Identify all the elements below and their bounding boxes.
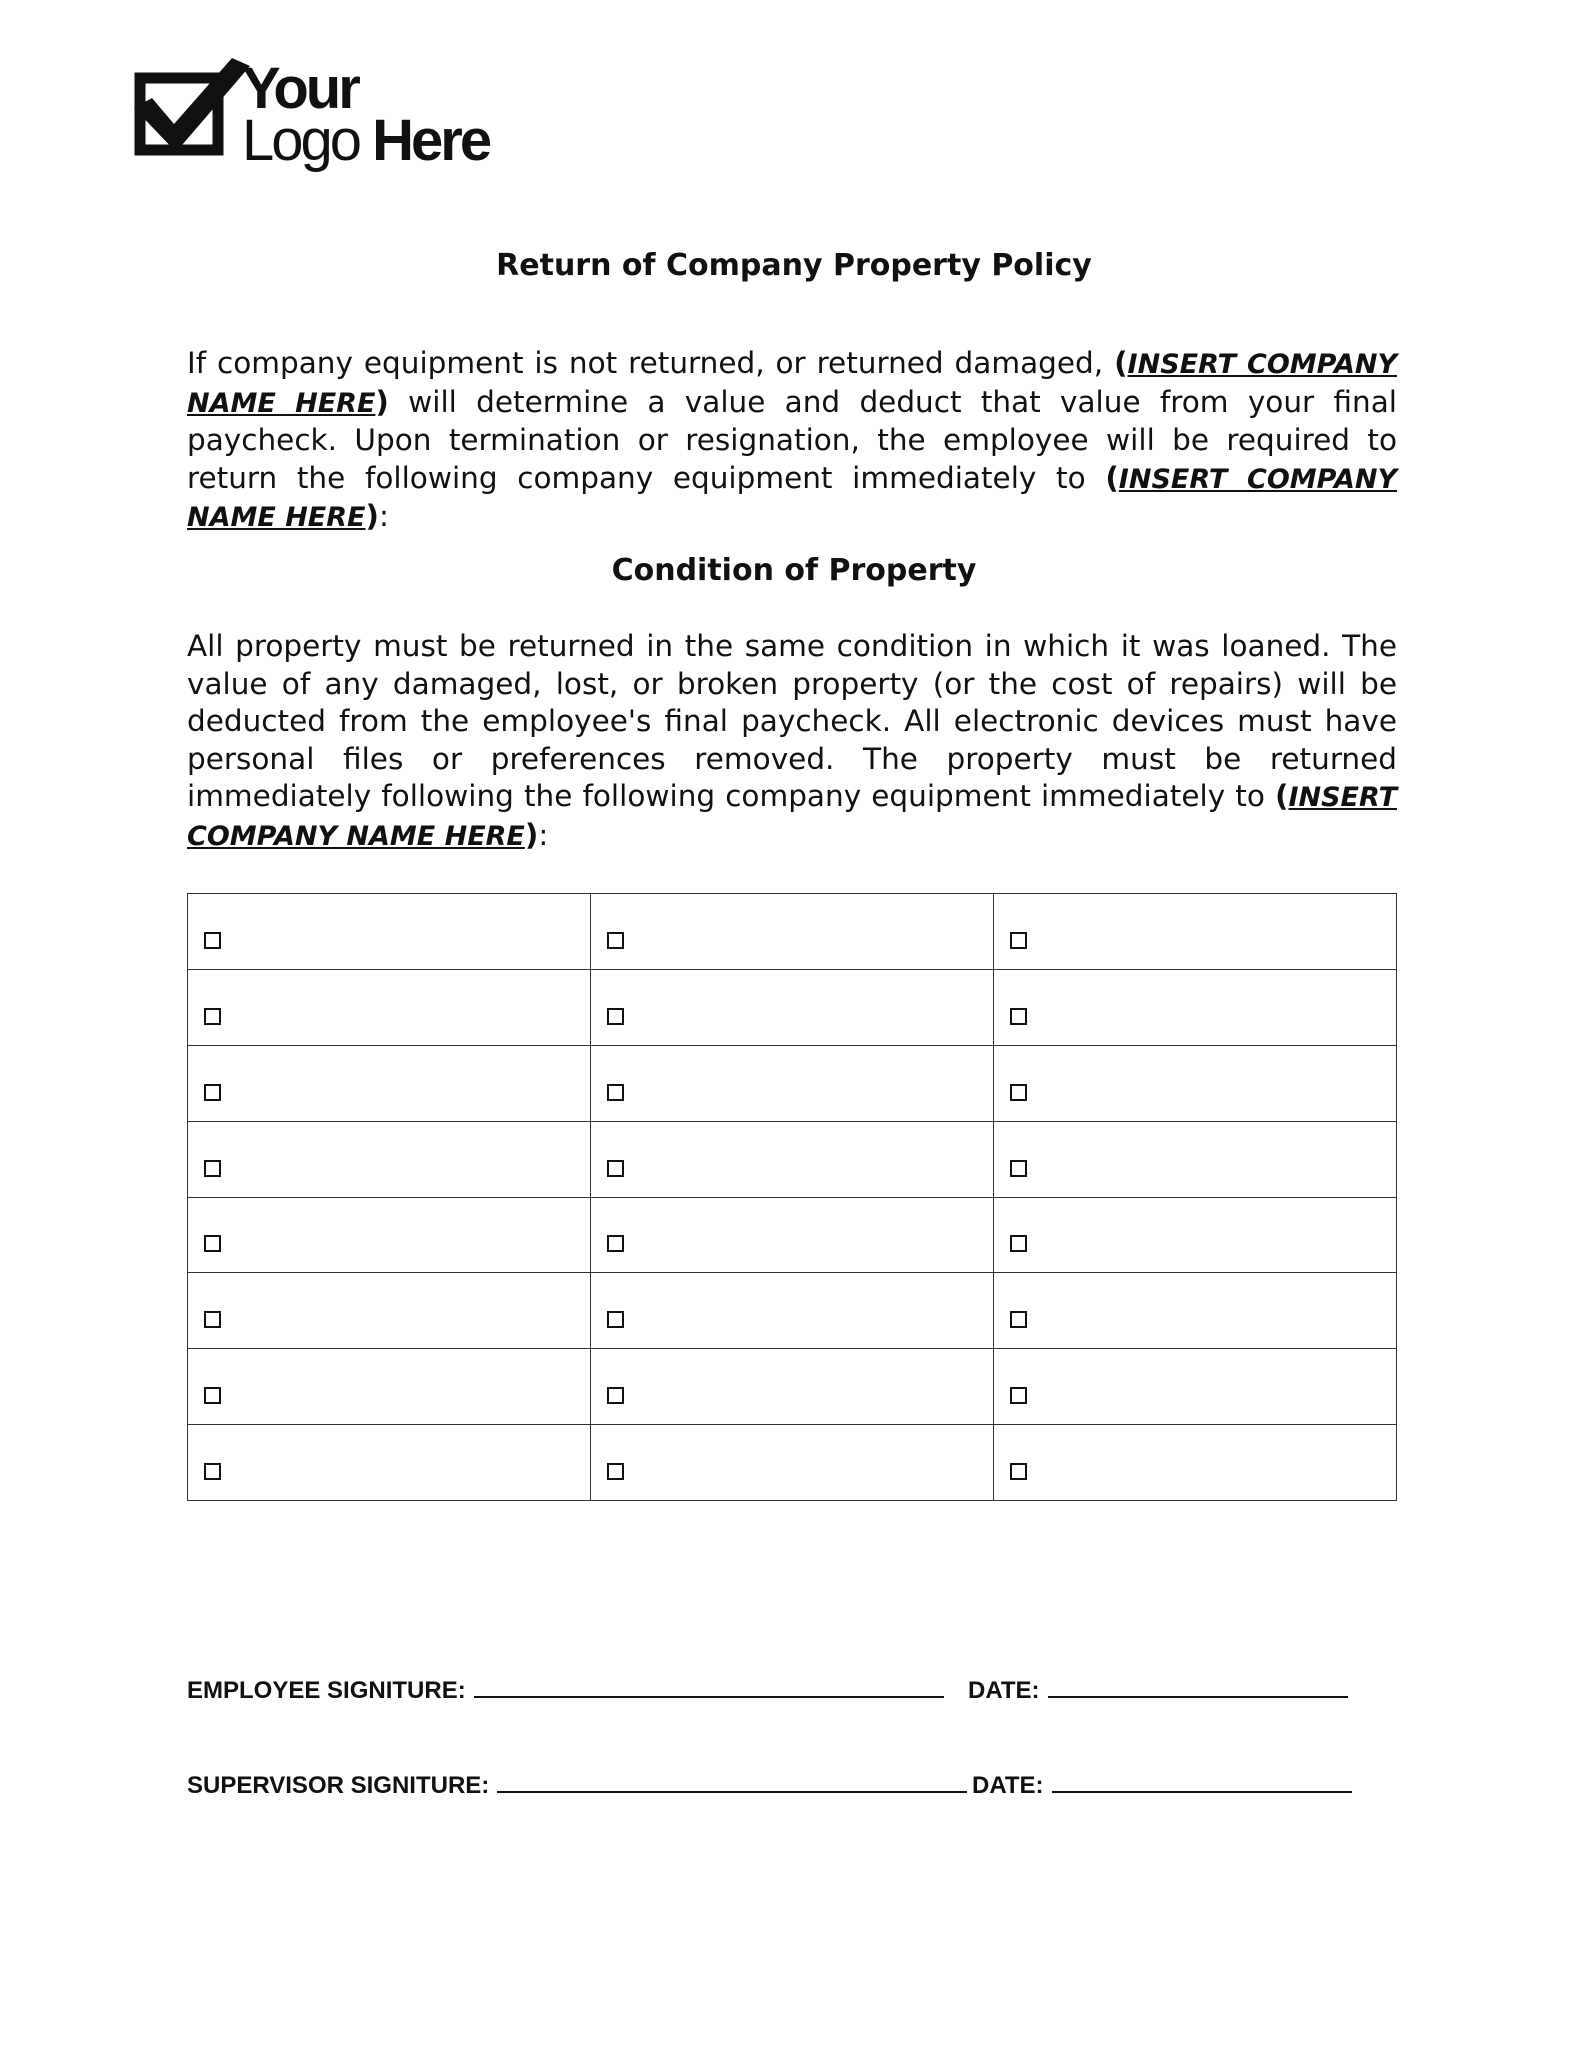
equipment-cell[interactable] [591,1121,994,1197]
logo-line-1: Your [242,56,358,121]
equipment-checklist-table [187,893,1397,1501]
checkbox-icon[interactable] [204,1463,221,1480]
checkbox-icon[interactable] [607,1387,624,1404]
checkbox-check-icon [132,56,252,166]
employee-date-label: DATE: [968,1677,1040,1704]
company-name-placeholder: INSERT COMPANY NAME HERE [187,463,1398,533]
paren-open: ( [1274,779,1289,813]
checkbox-icon[interactable] [1010,1008,1027,1025]
logo-word-here: Here [359,108,490,173]
employee-signature-label: EMPLOYEE SIGNITURE: [187,1677,466,1704]
equipment-cell[interactable] [591,1349,994,1425]
company-name-placeholder: INSERT COMPANY NAME HERE [187,782,1397,852]
checkbox-icon[interactable] [1010,1387,1027,1404]
table-row [188,1045,1397,1121]
table-row [188,1197,1397,1273]
supervisor-date-line[interactable] [1052,1771,1352,1793]
employee-signature-field [187,1676,944,1705]
condition-paragraph [187,628,1397,855]
condition-text-2: : [538,817,549,852]
condition-heading: Condition of Property [611,553,977,588]
table-row [188,1273,1397,1349]
checkbox-icon[interactable] [1010,1235,1027,1252]
policy-text-1: If company equipment is not returned, or returned damaged, [187,346,1115,380]
checkbox-icon[interactable] [1010,932,1027,949]
paren-open: ( [1105,460,1119,495]
table-row [188,1425,1397,1501]
equipment-cell[interactable] [188,1197,591,1273]
supervisor-date-label: DATE: [972,1772,1044,1799]
checkbox-icon[interactable] [204,1008,221,1025]
equipment-cell[interactable] [188,969,591,1045]
equipment-cell[interactable] [188,1121,591,1197]
checkbox-icon[interactable] [1010,1160,1027,1177]
equipment-cell[interactable] [188,1425,591,1501]
checkbox-icon[interactable] [607,1084,624,1101]
checkbox-icon[interactable] [607,1311,624,1328]
checkbox-icon[interactable] [204,1160,221,1177]
checkbox-icon[interactable] [204,932,221,949]
company-name-placeholder: INSERT COMPANY NAME HERE [187,349,1397,419]
equipment-cell[interactable] [994,969,1397,1045]
company-logo [132,56,512,186]
checkbox-icon[interactable] [1010,1463,1027,1480]
equipment-cell[interactable] [591,1045,994,1121]
equipment-checklist-body [188,894,1397,1501]
paren-close: ) [524,817,539,852]
equipment-cell[interactable] [591,1425,994,1501]
table-row [188,894,1397,970]
supervisor-signature-field [187,1771,967,1800]
supervisor-signature-label: SUPERVISOR SIGNITURE: [187,1772,490,1799]
checkbox-icon[interactable] [1010,1084,1027,1101]
checkbox-icon[interactable] [607,932,624,949]
equipment-cell[interactable] [591,969,994,1045]
equipment-cell[interactable] [591,1273,994,1349]
equipment-cell[interactable] [994,1045,1397,1121]
condition-text-1: All property must be returned in the same condition in which it was loaned. The value of any damaged, lost, or broken property (or the cost of repairs) will be deducted from the employee's final paycheck. All electronic devices must have personal files or preferences removed. The property must be returned immediately following the following company equipment immediately to [187,629,1397,813]
equipment-cell[interactable] [994,1425,1397,1501]
equipment-cell[interactable] [188,1045,591,1121]
equipment-cell[interactable] [591,1197,994,1273]
equipment-cell[interactable] [994,1273,1397,1349]
table-row [188,1121,1397,1197]
supervisor-signature-line[interactable] [497,1771,967,1793]
equipment-cell[interactable] [994,894,1397,970]
equipment-cell[interactable] [994,1197,1397,1273]
checkbox-icon[interactable] [204,1387,221,1404]
equipment-cell[interactable] [188,1273,591,1349]
policy-text-3: : [378,499,389,533]
logo-word-logo: Logo [242,108,360,173]
policy-text-2: will determine a value and deduct that value from your final paycheck. Upon termination or resignation, the employee will be required to return the following company equipment immediately to [187,384,1397,495]
checkbox-icon[interactable] [607,1008,624,1025]
supervisor-date-field [972,1771,1352,1800]
checkbox-icon[interactable] [607,1463,624,1480]
equipment-cell[interactable] [188,1349,591,1425]
paren-close: ) [365,499,379,533]
equipment-cell[interactable] [591,894,994,970]
paren-open: ( [1114,346,1128,380]
employee-date-field [968,1676,1348,1705]
equipment-cell[interactable] [994,1121,1397,1197]
checkbox-icon[interactable] [204,1084,221,1101]
checkbox-icon[interactable] [204,1311,221,1328]
equipment-cell[interactable] [188,894,591,970]
checkbox-icon[interactable] [204,1235,221,1252]
employee-signature-line[interactable] [474,1676,944,1698]
table-row [188,1349,1397,1425]
checkbox-icon[interactable] [1010,1311,1027,1328]
equipment-cell[interactable] [994,1349,1397,1425]
logo-line-2 [242,108,490,173]
table-row [188,969,1397,1045]
checkbox-icon[interactable] [607,1160,624,1177]
checkbox-icon[interactable] [607,1235,624,1252]
logo-wordmark [242,56,490,173]
employee-date-line[interactable] [1048,1676,1348,1698]
paren-close: ) [375,384,389,419]
policy-paragraph [187,345,1397,537]
page-title: Return of Company Property Policy [496,248,1092,283]
